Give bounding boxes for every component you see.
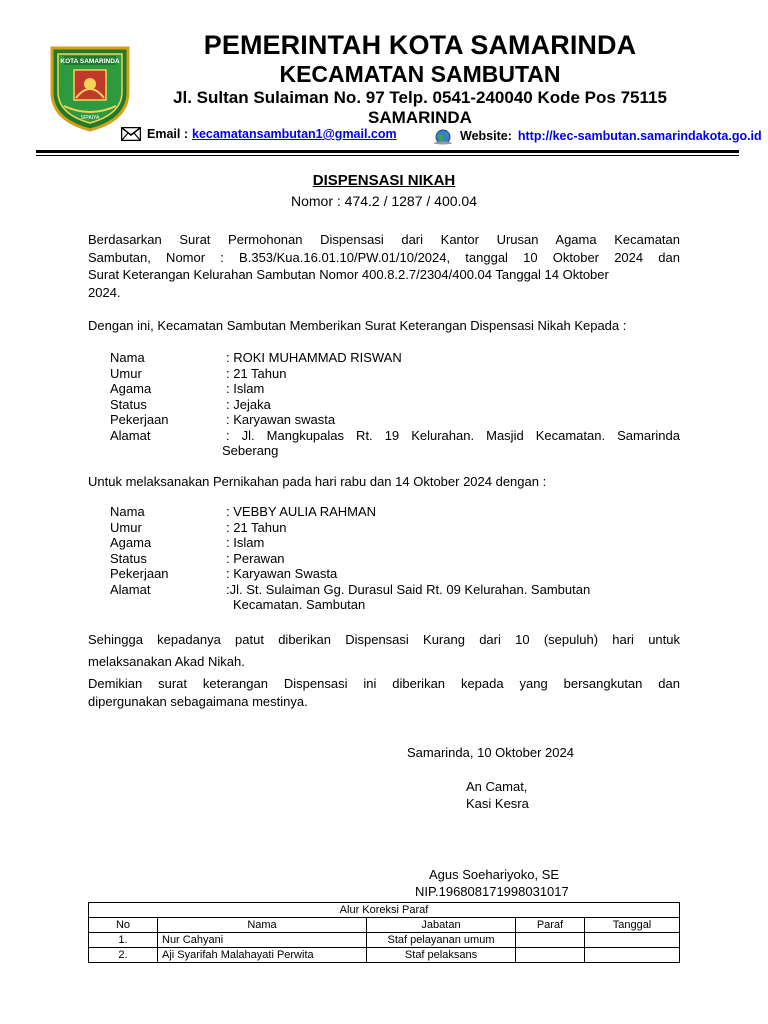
groom-row-age: Umur : 21 Tahun (110, 365, 287, 381)
intro-paragraph: Berdasarkan Surat Permohonan Dispensasi dari Kantor Urusan Agama Kecamatan Sambutan, Nomor : B.353/Kua.16.01.10/PW.01/10/2024, tanggal 10 Oktober 2024 dan Surat Keterangan Kelurahan Sambutan Nomor 400.8.2.7/2304/400.04 Tanggal 14 Oktober 2024. (88, 232, 680, 300)
header-tanggal: Tanggal (585, 918, 680, 933)
bride-row-occupation: Pekerjaan : Karyawan Swasta (110, 566, 338, 581)
website-link[interactable]: http://kec-sambutan.samarindakota.go.id (517, 129, 762, 143)
signature-place-date: Samarinda, 10 Oktober 2024 (407, 745, 574, 760)
correction-paraf-table (88, 902, 680, 963)
groom-row-address: Alamat : Jl. Mangkupalas Rt. 19 Kelurahan. Masjid Kecamatan. Samarinda (110, 427, 680, 443)
letterhead-divider-thin (36, 155, 739, 156)
bride-details: Nama : VEBBY AULIA RAHMAN Umur : 21 Tahun Agama : Islam Status : Perawan Pekerjaan : Karyawan Swasta Alamat :Jl. St. Sulaiman Gg. Durasul Said Rt. 09 Kelurahan. Sambutan Kecamatan. Sambutan (0, 504, 768, 613)
groom-details: Nama : ROKI MUHAMMAD RISWAN Umur : 21 Tahun Agama : Islam Status : Jejaka Pekerjaan : Karyawan swasta Alamat : Jl. Mangkupalas Rt. 19 Kelurahan. Masjid Kecamatan. Samarinda Seberang (0, 350, 768, 459)
letterhead-divider-thick (36, 150, 739, 153)
header-paraf: Paraf (516, 918, 585, 933)
bride-row-name: Nama : VEBBY AULIA RAHMAN (110, 504, 377, 519)
signatory-name: Agus Soehariyoko, SE (429, 867, 560, 882)
bride-row-religion: Agama : Islam (110, 535, 265, 550)
letterhead-government: PEMERINTAH KOTA SAMARINDA (203, 30, 637, 60)
website-label: Website: (460, 129, 512, 143)
signature-role-kasi: Kasi Kesra (466, 796, 529, 811)
bride-row-address: Alamat :Jl. St. Sulaiman Gg. Durasul Said Rt. 09 Kelurahan. Sambutan (110, 581, 591, 597)
purpose-paragraph: Untuk melaksanakan Pernikahan pada hari rabu dan 14 Oktober 2024 dengan : (88, 474, 547, 489)
groom-row-occupation: Pekerjaan : Karyawan swasta (110, 412, 336, 427)
statement-paragraph: Dengan ini, Kecamatan Sambutan Memberikan Surat Keterangan Dispensasi Nikah Kepada : (88, 318, 627, 333)
envelope-icon (121, 127, 141, 141)
closing-paragraph: Demikian surat keterangan Dispensasi ini diberikan kepada yang bersangkutan dan dipergunakan sebagaimana mestinya. (88, 676, 680, 709)
city-emblem-logo (44, 40, 136, 132)
header-no: No (89, 918, 158, 933)
letter-title: DISPENSASI NIKAH (312, 172, 456, 189)
email-line (121, 127, 397, 141)
bride-row-age: Umur : 21 Tahun (110, 519, 287, 535)
header-nama: Nama (158, 918, 367, 933)
letterhead-city: SAMARINDA (368, 108, 472, 127)
groom-row-status: Status : Jejaka (110, 396, 271, 412)
table-header-row (89, 918, 680, 933)
signatory-nip: NIP.196808171998031017 (415, 884, 569, 899)
email-label: Email : (147, 127, 188, 141)
email-link[interactable]: kecamatansambutan1@gmail.com (192, 127, 397, 141)
table-row: 2. Aji Syarifah Malahayati Perwita Staf pelaksans (89, 948, 680, 963)
groom-row-religion: Agama : Islam (110, 381, 265, 396)
logo-motto: SIPAIYA (80, 115, 100, 121)
letterhead-address: Jl. Sultan Sulaiman No. 97 Telp. 0541-240040 Kode Pos 75115 (173, 88, 667, 107)
website-line (432, 127, 762, 145)
letter-number: Nomor : 474.2 / 1287 / 400.04 (290, 193, 477, 209)
table-row: 1. Nur Cahyani Staf pelayanan umum (89, 933, 680, 948)
signature-role-camat: An Camat, (466, 779, 528, 794)
letterhead-district: KECAMATAN SAMBUTAN (279, 61, 561, 87)
conclusion-paragraph: Sehingga kepadanya patut diberikan Dispensasi Kurang dari 10 (sepuluh) hari untuk melaksanakan Akad Nikah. (88, 632, 680, 669)
globe-icon (432, 127, 454, 145)
header-jabatan: Jabatan (367, 918, 516, 933)
bride-row-status: Status : Perawan (110, 550, 285, 566)
logo-text: KOTA SAMARINDA (60, 58, 120, 65)
groom-row-name: Nama : ROKI MUHAMMAD RISWAN (110, 350, 402, 365)
table-caption: Alur Koreksi Paraf (89, 903, 680, 918)
table-caption-row (89, 903, 680, 918)
